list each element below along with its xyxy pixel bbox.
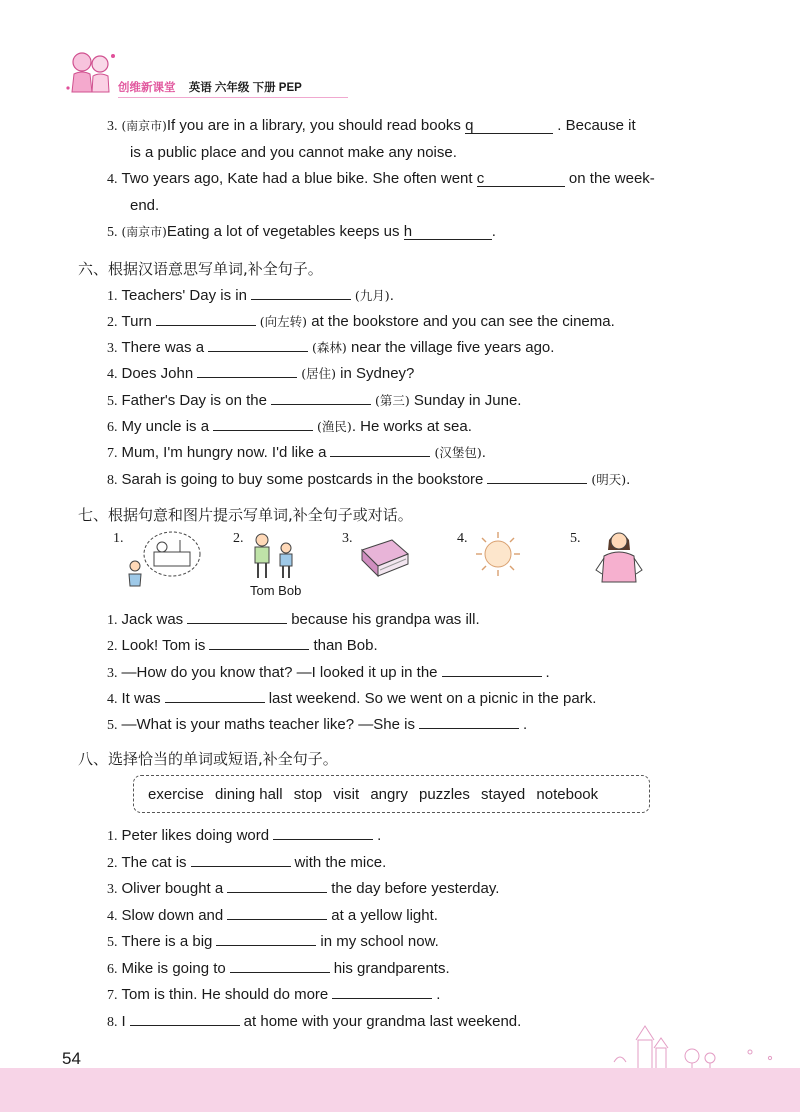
s6-q4: 4. Does John (居住) in Sydney? — [107, 362, 414, 384]
s8-q2: 2. The cat is with the mice. — [107, 851, 386, 873]
tom-bob-caption: Tom Bob — [250, 583, 302, 598]
s7-q3: 3. —How do you know that? —I looked it up in the . — [107, 661, 550, 683]
answer-blank[interactable]: q — [465, 117, 553, 134]
word-option: puzzles — [419, 786, 470, 803]
s5-q5: 5. (南京市)Eating a lot of vegetables keeps us h . — [107, 223, 496, 240]
s8-q6: 6. Mike is going to his grandparents. — [107, 957, 450, 979]
answer-blank[interactable] — [273, 824, 373, 840]
section6-title: 六、根据汉语意思写单词,补全句子。 — [78, 260, 323, 278]
answer-blank[interactable] — [208, 336, 308, 352]
picture-number: 4. — [457, 531, 468, 546]
footer-band — [0, 1068, 800, 1112]
header-divider — [118, 97, 348, 98]
picture-number: 2. — [233, 531, 244, 546]
answer-blank[interactable] — [227, 877, 327, 893]
picture-number: 5. — [570, 531, 581, 546]
answer-blank[interactable] — [216, 930, 316, 946]
section7-title: 七、根据句意和图片提示写单词,补全句子或对话。 — [78, 506, 413, 524]
answer-blank[interactable] — [187, 608, 287, 624]
word-option: angry — [370, 786, 408, 803]
s5-q4-cont: end. — [130, 197, 160, 214]
answer-blank[interactable] — [130, 1010, 240, 1026]
answer-blank[interactable] — [213, 415, 313, 431]
s6-q2: 2. Turn (向左转) at the bookstore and you can see the cinema. — [107, 310, 615, 332]
answer-blank[interactable]: h — [404, 223, 492, 240]
s5-q3-cont: is a public place and you cannot make any noise. — [130, 144, 457, 161]
s6-q5: 5. Father's Day is on the (第三) Sunday in June. — [107, 389, 521, 411]
answer-blank[interactable] — [332, 983, 432, 999]
section8-title: 八、选择恰当的单词或短语,补全句子。 — [78, 750, 338, 768]
answer-blank[interactable] — [251, 284, 351, 300]
word-option: notebook — [536, 786, 599, 803]
answer-blank[interactable] — [330, 441, 430, 457]
s7-q5: 5. —What is your maths teacher like? —She is . — [107, 713, 527, 735]
answer-blank[interactable] — [442, 661, 542, 677]
series-title: 创维新课堂 — [118, 82, 176, 94]
answer-blank[interactable] — [197, 362, 297, 378]
answer-blank[interactable] — [191, 851, 291, 867]
word-bank — [148, 786, 605, 803]
s8-q7: 7. Tom is thin. He should do more . — [107, 983, 440, 1005]
answer-blank[interactable] — [227, 904, 327, 920]
s5-q3: 3. (南京市)If you are in a library, you should read books q . Because it — [107, 117, 636, 134]
picture-number: 3. — [342, 531, 353, 546]
s8-q5: 5. There is a big in my school now. — [107, 930, 439, 952]
word-option: stayed — [481, 786, 526, 803]
s6-q6: 6. My uncle is a (渔民). He works at sea. — [107, 415, 472, 437]
s6-q8: 8. Sarah is going to buy some postcards in the bookstore (明天). — [107, 468, 630, 490]
word-option: exercise — [148, 786, 204, 803]
sun-picture — [474, 530, 522, 578]
word-option: dining hall — [215, 786, 283, 803]
s8-q8: 8. I at home with your grandma last weekend. — [107, 1010, 521, 1032]
s5-q4: 4. Two years ago, Kate had a blue bike. She often went c on the week- — [107, 170, 655, 187]
page-number: 54 — [62, 1049, 81, 1068]
answer-blank[interactable] — [165, 687, 265, 703]
s6-q7: 7. Mum, I'm hungry now. I'd like a (汉堡包). — [107, 441, 486, 463]
answer-blank[interactable] — [156, 310, 256, 326]
answer-blank[interactable] — [487, 468, 587, 484]
s8-q1: 1. Peter likes doing word . — [107, 824, 381, 846]
s8-q3: 3. Oliver bought a the day before yesterday. — [107, 877, 499, 899]
word-option: visit — [333, 786, 360, 803]
kids-logo-icon — [62, 48, 122, 100]
header-text — [118, 79, 302, 95]
answer-blank[interactable]: c — [477, 170, 565, 187]
answer-blank[interactable] — [419, 713, 519, 729]
s7-q2: 2. Look! Tom is than Bob. — [107, 634, 378, 656]
s6-q1: 1. Teachers' Day is in (九月). — [107, 284, 394, 306]
subject-info: 英语 六年级 下册 PEP — [188, 82, 302, 94]
castle-decoration-icon — [600, 1022, 800, 1070]
s7-q4: 4. It was last weekend. So we went on a picnic in the park. — [107, 687, 596, 709]
s6-q3: 3. There was a (森林) near the village five years ago. — [107, 336, 554, 358]
s8-q4: 4. Slow down and at a yellow light. — [107, 904, 438, 926]
word-option: stop — [293, 786, 323, 803]
teacher-picture — [592, 526, 646, 584]
answer-blank[interactable] — [271, 389, 371, 405]
dictionary-picture — [356, 536, 412, 578]
answer-blank[interactable] — [209, 634, 309, 650]
s7-q1: 1. Jack was because his grandpa was ill. — [107, 608, 480, 630]
tom-bob-picture — [246, 532, 302, 582]
picture-number: 1. — [113, 531, 124, 546]
sick-grandpa-picture — [124, 530, 202, 590]
answer-blank[interactable] — [230, 957, 330, 973]
